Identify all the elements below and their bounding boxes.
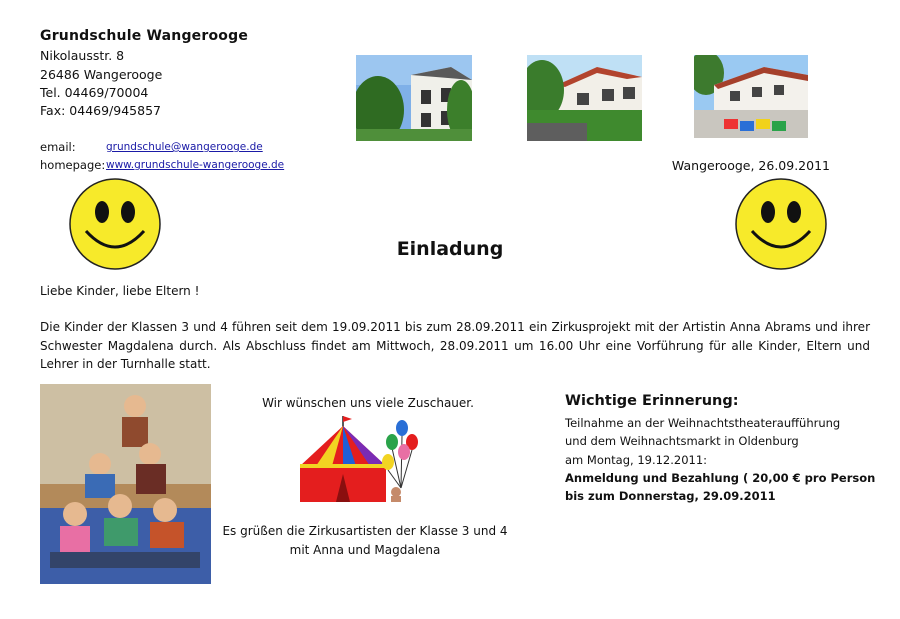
greeting: Liebe Kinder, liebe Eltern ! <box>40 284 200 298</box>
closing-line-1: Es grüßen die Zirkusartisten der Klasse 3 und 4 <box>222 524 508 538</box>
school-name: Grundschule Wangerooge <box>40 28 249 44</box>
homepage-label: homepage: <box>40 158 106 172</box>
closing-text <box>210 522 520 559</box>
school-photo-3 <box>694 55 808 138</box>
school-photo-2 <box>527 55 642 141</box>
reminder-line-1: Teilnahme an der Weihnachtstheateraufführung <box>565 416 841 430</box>
balloons-icon <box>382 418 420 502</box>
children-photo <box>40 384 211 584</box>
address-city: 26486 Wangerooge <box>40 67 163 82</box>
date-line: Wangerooge, 26.09.2011 <box>671 158 830 173</box>
reminder-line-2: und dem Weihnachtsmarkt in Oldenburg <box>565 434 799 449</box>
wish-text: Wir wünschen uns viele Zuschauer. <box>262 396 474 410</box>
closing-line-2: mit Anna und Magdalena <box>289 542 441 557</box>
reminder-line-3: am Montag, 19.12.2011: <box>565 452 708 467</box>
reminder-title: Wichtige Erinnerung: <box>565 393 739 409</box>
school-photo-1 <box>356 55 472 141</box>
reminder-line-4: Anmeldung und Bezahlung ( 20,00 € pro Person <box>565 470 876 485</box>
fax-number: Fax: 04469/945857 <box>40 103 161 118</box>
body-paragraph: Die Kinder der Klassen 3 und 4 führen seit dem 19.09.2011 bis zum 28.09.2011 ein Zirkusprojekt mit der Artistin Anna Abrams und ihrer Schwester Magdalena durch. Als Abschluss findet am Mittwoch, 28.09.2011 um 16.00 Uhr eine Vorführung für alle Kinder, Eltern und Lehrer in der Turnhalle statt. <box>40 320 870 371</box>
phone-number: Tel. 04469/70004 <box>40 85 149 100</box>
reminder-line-5: bis zum Donnerstag, 29.09.2011 <box>565 489 776 504</box>
page-title: Einladung <box>396 238 504 260</box>
circus-tent-icon <box>296 414 392 506</box>
homepage-link[interactable]: www.grundschule-wangerooge.de <box>106 159 285 171</box>
address-street: Nikolausstr. 8 <box>40 48 125 63</box>
email-label: email: <box>40 140 76 154</box>
email-link[interactable]: grundschule@wangerooge.de <box>106 141 263 153</box>
reminder-body <box>565 414 895 505</box>
